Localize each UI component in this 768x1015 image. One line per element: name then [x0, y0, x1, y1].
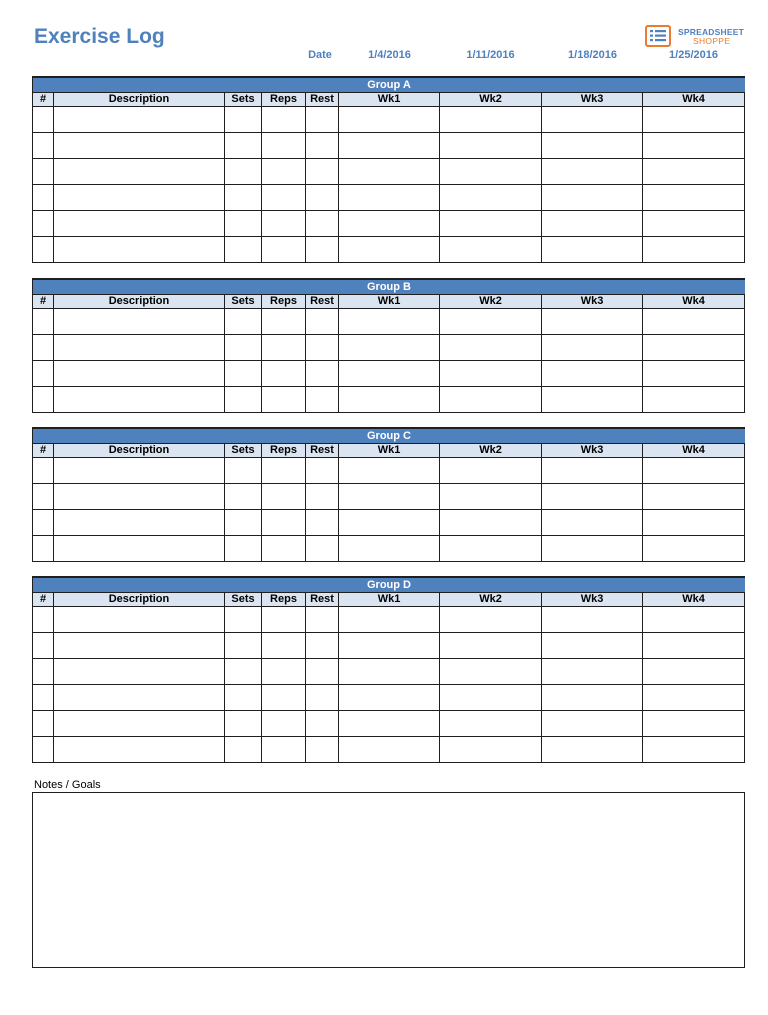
table-row	[33, 237, 745, 263]
description-cell[interactable]	[54, 211, 225, 237]
wk2-cell[interactable]	[440, 737, 542, 763]
rest-cell[interactable]	[306, 659, 339, 685]
column-header-wk1: Wk1	[339, 593, 440, 607]
wk4-cell[interactable]	[643, 711, 745, 737]
group-d	[32, 576, 745, 763]
wk1-cell[interactable]	[339, 659, 440, 685]
column-header-reps: Reps	[262, 444, 306, 458]
reps-cell[interactable]	[262, 335, 306, 361]
wk4-cell[interactable]	[643, 536, 745, 562]
reps-cell[interactable]	[262, 633, 306, 659]
rest-cell[interactable]	[306, 211, 339, 237]
date-week-1: 1/4/2016	[368, 49, 411, 61]
wk3-cell[interactable]	[542, 685, 643, 711]
num-cell[interactable]	[33, 536, 54, 562]
wk3-cell[interactable]	[542, 633, 643, 659]
rest-cell[interactable]	[306, 536, 339, 562]
group-c	[32, 427, 745, 562]
wk3-cell[interactable]	[542, 185, 643, 211]
column-header-wk2: Wk2	[440, 295, 542, 309]
wk2-cell[interactable]	[440, 159, 542, 185]
group-header: Group D	[32, 576, 745, 592]
wk2-cell[interactable]	[440, 335, 542, 361]
rest-cell[interactable]	[306, 510, 339, 536]
column-header-row	[33, 93, 745, 107]
wk2-cell[interactable]	[440, 185, 542, 211]
description-cell[interactable]	[54, 133, 225, 159]
table-row	[33, 633, 745, 659]
wk3-cell[interactable]	[542, 159, 643, 185]
column-header-wk4: Wk4	[643, 93, 745, 107]
wk3-cell[interactable]	[542, 458, 643, 484]
date-label: Date	[308, 49, 332, 61]
column-header-wk3: Wk3	[542, 593, 643, 607]
description-cell[interactable]	[54, 737, 225, 763]
num-cell[interactable]	[33, 685, 54, 711]
sets-cell[interactable]	[225, 685, 262, 711]
num-cell[interactable]	[33, 387, 54, 413]
wk3-cell[interactable]	[542, 309, 643, 335]
reps-cell[interactable]	[262, 536, 306, 562]
column-header-wk2: Wk2	[440, 444, 542, 458]
reps-cell[interactable]	[262, 237, 306, 263]
description-cell[interactable]	[54, 185, 225, 211]
wk1-cell[interactable]	[339, 458, 440, 484]
spreadsheet-shoppe-logo-icon	[645, 25, 671, 47]
table-row	[33, 737, 745, 763]
wk3-cell[interactable]	[542, 536, 643, 562]
notes-label: Notes / Goals	[34, 779, 101, 791]
num-cell[interactable]	[33, 159, 54, 185]
reps-cell[interactable]	[262, 484, 306, 510]
group-header: Group C	[32, 427, 745, 443]
column-header-rest: Rest	[306, 444, 339, 458]
wk4-cell[interactable]	[643, 737, 745, 763]
logo-text-spreadsheet: SPREADSHEET	[678, 27, 744, 37]
wk4-cell[interactable]	[643, 607, 745, 633]
column-header-wk4: Wk4	[643, 295, 745, 309]
sets-cell[interactable]	[225, 484, 262, 510]
num-cell[interactable]	[33, 607, 54, 633]
column-header-rest: Rest	[306, 593, 339, 607]
date-week-2: 1/11/2016	[466, 49, 515, 61]
wk4-cell[interactable]	[643, 387, 745, 413]
description-cell[interactable]	[54, 237, 225, 263]
wk1-cell[interactable]	[339, 211, 440, 237]
rest-cell[interactable]	[306, 361, 339, 387]
description-cell[interactable]	[54, 387, 225, 413]
group-header: Group A	[32, 76, 745, 92]
table-row	[33, 458, 745, 484]
column-header-wk3: Wk3	[542, 93, 643, 107]
column-header-description: Description	[54, 593, 225, 607]
wk4-cell[interactable]	[643, 361, 745, 387]
reps-cell[interactable]	[262, 309, 306, 335]
sets-cell[interactable]	[225, 510, 262, 536]
wk4-cell[interactable]	[643, 309, 745, 335]
exercise-table	[32, 443, 745, 562]
wk1-cell[interactable]	[339, 607, 440, 633]
wk1-cell[interactable]	[339, 185, 440, 211]
column-header-wk4: Wk4	[643, 593, 745, 607]
column-header-row	[33, 444, 745, 458]
num-cell[interactable]	[33, 361, 54, 387]
column-header-wk1: Wk1	[339, 295, 440, 309]
sets-cell[interactable]	[225, 361, 262, 387]
wk1-cell[interactable]	[339, 633, 440, 659]
rest-cell[interactable]	[306, 737, 339, 763]
wk2-cell[interactable]	[440, 361, 542, 387]
sets-cell[interactable]	[225, 309, 262, 335]
wk4-cell[interactable]	[643, 685, 745, 711]
reps-cell[interactable]	[262, 685, 306, 711]
column-header-description: Description	[54, 444, 225, 458]
exercise-table	[32, 592, 745, 763]
rest-cell[interactable]	[306, 387, 339, 413]
description-cell[interactable]	[54, 607, 225, 633]
wk4-cell[interactable]	[643, 458, 745, 484]
wk4-cell[interactable]	[643, 510, 745, 536]
column-header-description: Description	[54, 93, 225, 107]
wk3-cell[interactable]	[542, 711, 643, 737]
rest-cell[interactable]	[306, 607, 339, 633]
wk2-cell[interactable]	[440, 107, 542, 133]
group-header: Group B	[32, 278, 745, 294]
description-cell[interactable]	[54, 536, 225, 562]
column-header-sets: Sets	[225, 295, 262, 309]
wk1-cell[interactable]	[339, 361, 440, 387]
sets-cell[interactable]	[225, 237, 262, 263]
description-cell[interactable]	[54, 685, 225, 711]
column-header-description: Description	[54, 295, 225, 309]
num-cell[interactable]	[33, 211, 54, 237]
table-row	[33, 133, 745, 159]
group-b	[32, 278, 745, 413]
column-header-wk4: Wk4	[643, 444, 745, 458]
reps-cell[interactable]	[262, 107, 306, 133]
date-week-3: 1/18/2016	[568, 49, 617, 61]
table-row	[33, 685, 745, 711]
num-cell[interactable]	[33, 737, 54, 763]
rest-cell[interactable]	[306, 335, 339, 361]
wk3-cell[interactable]	[542, 659, 643, 685]
num-cell[interactable]	[33, 237, 54, 263]
wk3-cell[interactable]	[542, 737, 643, 763]
wk1-cell[interactable]	[339, 309, 440, 335]
sets-cell[interactable]	[225, 387, 262, 413]
wk4-cell[interactable]	[643, 211, 745, 237]
wk2-cell[interactable]	[440, 387, 542, 413]
wk2-cell[interactable]	[440, 536, 542, 562]
rest-cell[interactable]	[306, 309, 339, 335]
description-cell[interactable]	[54, 335, 225, 361]
num-cell[interactable]	[33, 335, 54, 361]
description-cell[interactable]	[54, 659, 225, 685]
sets-cell[interactable]	[225, 159, 262, 185]
reps-cell[interactable]	[262, 211, 306, 237]
wk3-cell[interactable]	[542, 361, 643, 387]
description-cell[interactable]	[54, 484, 225, 510]
wk1-cell[interactable]	[339, 737, 440, 763]
rest-cell[interactable]	[306, 107, 339, 133]
wk1-cell[interactable]	[339, 133, 440, 159]
page-title: Exercise Log	[34, 25, 165, 48]
wk2-cell[interactable]	[440, 309, 542, 335]
num-cell[interactable]	[33, 458, 54, 484]
wk1-cell[interactable]	[339, 536, 440, 562]
column-header-sets: Sets	[225, 444, 262, 458]
column-header-num: #	[33, 295, 54, 309]
wk4-cell[interactable]	[643, 237, 745, 263]
wk3-cell[interactable]	[542, 211, 643, 237]
table-row	[33, 211, 745, 237]
sets-cell[interactable]	[225, 659, 262, 685]
table-row	[33, 107, 745, 133]
column-header-row	[33, 593, 745, 607]
column-header-rest: Rest	[306, 295, 339, 309]
wk3-cell[interactable]	[542, 237, 643, 263]
reps-cell[interactable]	[262, 387, 306, 413]
column-header-sets: Sets	[225, 593, 262, 607]
column-header-num: #	[33, 444, 54, 458]
num-cell[interactable]	[33, 633, 54, 659]
wk1-cell[interactable]	[339, 107, 440, 133]
wk1-cell[interactable]	[339, 335, 440, 361]
table-row	[33, 309, 745, 335]
table-row	[33, 387, 745, 413]
wk1-cell[interactable]	[339, 387, 440, 413]
rest-cell[interactable]	[306, 185, 339, 211]
reps-cell[interactable]	[262, 510, 306, 536]
num-cell[interactable]	[33, 309, 54, 335]
wk2-cell[interactable]	[440, 510, 542, 536]
wk4-cell[interactable]	[643, 633, 745, 659]
rest-cell[interactable]	[306, 458, 339, 484]
description-cell[interactable]	[54, 633, 225, 659]
reps-cell[interactable]	[262, 659, 306, 685]
num-cell[interactable]	[33, 510, 54, 536]
wk2-cell[interactable]	[440, 685, 542, 711]
wk4-cell[interactable]	[643, 159, 745, 185]
sets-cell[interactable]	[225, 211, 262, 237]
reps-cell[interactable]	[262, 737, 306, 763]
wk3-cell[interactable]	[542, 387, 643, 413]
num-cell[interactable]	[33, 711, 54, 737]
wk1-cell[interactable]	[339, 685, 440, 711]
rest-cell[interactable]	[306, 237, 339, 263]
description-cell[interactable]	[54, 458, 225, 484]
wk2-cell[interactable]	[440, 711, 542, 737]
rest-cell[interactable]	[306, 633, 339, 659]
column-header-reps: Reps	[262, 593, 306, 607]
wk4-cell[interactable]	[643, 484, 745, 510]
wk3-cell[interactable]	[542, 607, 643, 633]
reps-cell[interactable]	[262, 133, 306, 159]
reps-cell[interactable]	[262, 458, 306, 484]
table-row	[33, 510, 745, 536]
reps-cell[interactable]	[262, 361, 306, 387]
table-row	[33, 335, 745, 361]
wk3-cell[interactable]	[542, 133, 643, 159]
date-week-4: 1/25/2016	[669, 49, 718, 61]
column-header-reps: Reps	[262, 295, 306, 309]
column-header-rest: Rest	[306, 93, 339, 107]
column-header-num: #	[33, 593, 54, 607]
exercise-table	[32, 294, 745, 413]
reps-cell[interactable]	[262, 159, 306, 185]
table-row	[33, 607, 745, 633]
sets-cell[interactable]	[225, 185, 262, 211]
table-row	[33, 659, 745, 685]
wk4-cell[interactable]	[643, 659, 745, 685]
sets-cell[interactable]	[225, 737, 262, 763]
wk2-cell[interactable]	[440, 237, 542, 263]
sets-cell[interactable]	[225, 458, 262, 484]
rest-cell[interactable]	[306, 159, 339, 185]
wk3-cell[interactable]	[542, 510, 643, 536]
wk4-cell[interactable]	[643, 133, 745, 159]
notes-box[interactable]	[32, 792, 745, 968]
num-cell[interactable]	[33, 659, 54, 685]
column-header-wk1: Wk1	[339, 444, 440, 458]
description-cell[interactable]	[54, 510, 225, 536]
column-header-wk3: Wk3	[542, 444, 643, 458]
spreadsheet-shoppe-logo	[645, 25, 745, 49]
rest-cell[interactable]	[306, 133, 339, 159]
exercise-table	[32, 92, 745, 263]
num-cell[interactable]	[33, 133, 54, 159]
num-cell[interactable]	[33, 185, 54, 211]
table-row	[33, 484, 745, 510]
wk4-cell[interactable]	[643, 107, 745, 133]
wk2-cell[interactable]	[440, 458, 542, 484]
description-cell[interactable]	[54, 711, 225, 737]
description-cell[interactable]	[54, 309, 225, 335]
wk2-cell[interactable]	[440, 659, 542, 685]
column-header-wk2: Wk2	[440, 93, 542, 107]
column-header-wk1: Wk1	[339, 93, 440, 107]
rest-cell[interactable]	[306, 711, 339, 737]
column-header-sets: Sets	[225, 93, 262, 107]
sets-cell[interactable]	[225, 536, 262, 562]
wk3-cell[interactable]	[542, 484, 643, 510]
wk2-cell[interactable]	[440, 211, 542, 237]
table-row	[33, 711, 745, 737]
logo-text-shoppe: SHOPPE	[693, 36, 731, 46]
wk2-cell[interactable]	[440, 607, 542, 633]
table-row	[33, 185, 745, 211]
column-header-row	[33, 295, 745, 309]
wk1-cell[interactable]	[339, 711, 440, 737]
wk1-cell[interactable]	[339, 237, 440, 263]
reps-cell[interactable]	[262, 607, 306, 633]
wk1-cell[interactable]	[339, 159, 440, 185]
column-header-num: #	[33, 93, 54, 107]
sets-cell[interactable]	[225, 107, 262, 133]
rest-cell[interactable]	[306, 484, 339, 510]
rest-cell[interactable]	[306, 685, 339, 711]
description-cell[interactable]	[54, 159, 225, 185]
column-header-wk3: Wk3	[542, 295, 643, 309]
table-row	[33, 361, 745, 387]
sets-cell[interactable]	[225, 607, 262, 633]
reps-cell[interactable]	[262, 711, 306, 737]
description-cell[interactable]	[54, 361, 225, 387]
num-cell[interactable]	[33, 107, 54, 133]
group-a	[32, 76, 745, 263]
sets-cell[interactable]	[225, 335, 262, 361]
column-header-wk2: Wk2	[440, 593, 542, 607]
sets-cell[interactable]	[225, 633, 262, 659]
table-row	[33, 159, 745, 185]
description-cell[interactable]	[54, 107, 225, 133]
wk2-cell[interactable]	[440, 484, 542, 510]
num-cell[interactable]	[33, 484, 54, 510]
wk1-cell[interactable]	[339, 484, 440, 510]
wk1-cell[interactable]	[339, 510, 440, 536]
wk4-cell[interactable]	[643, 335, 745, 361]
wk4-cell[interactable]	[643, 185, 745, 211]
sets-cell[interactable]	[225, 133, 262, 159]
wk2-cell[interactable]	[440, 633, 542, 659]
sets-cell[interactable]	[225, 711, 262, 737]
wk3-cell[interactable]	[542, 335, 643, 361]
wk2-cell[interactable]	[440, 133, 542, 159]
reps-cell[interactable]	[262, 185, 306, 211]
wk3-cell[interactable]	[542, 107, 643, 133]
column-header-reps: Reps	[262, 93, 306, 107]
table-row	[33, 536, 745, 562]
